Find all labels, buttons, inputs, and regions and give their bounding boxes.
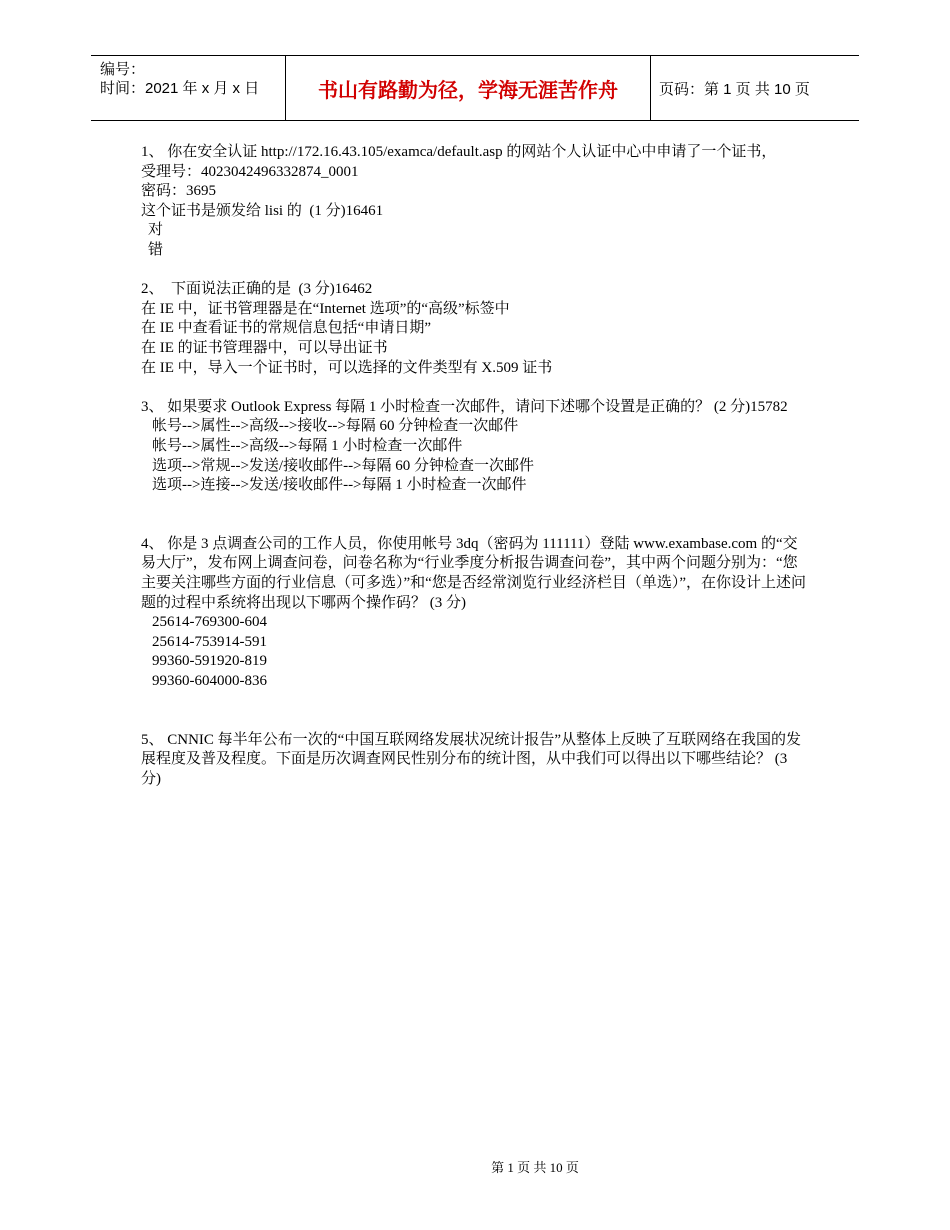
header-motto: 书山有路勤为径，学海无涯苦作舟 bbox=[286, 56, 651, 120]
question-4-option-c[interactable]: 99360-591920-819 bbox=[152, 653, 267, 670]
question-3-option-a[interactable]: 帐号-->属性-->高级-->接收-->每隔 60 分钟检查一次邮件 bbox=[152, 418, 519, 435]
question-1 bbox=[141, 143, 809, 261]
question-4-option-d[interactable]: 99360-604000-836 bbox=[152, 673, 267, 690]
question-3-prompt: 3、 如果要求 Outlook Express 每隔 1 小时检查一次邮件，请问下述哪个设置是正确的？ (2 分)15782 bbox=[141, 398, 788, 415]
question-1-option-true[interactable]: 对 bbox=[148, 222, 164, 239]
question-1-password: 密码：3695 bbox=[141, 183, 217, 200]
header-page-info: 页码：第 1 页 共 10 页 bbox=[659, 80, 810, 98]
question-2-statement-b[interactable]: 在 IE 中查看证书的常规信息包括“申请日期” bbox=[141, 320, 431, 337]
document-body bbox=[141, 143, 809, 790]
question-2-prompt: 2、 下面说法正确的是 (3 分)16462 bbox=[141, 281, 373, 298]
doc-number-label: 编号： bbox=[100, 61, 146, 78]
question-2-statement-c[interactable]: 在 IE 的证书管理器中，可以导出证书 bbox=[141, 339, 388, 356]
question-4-option-a[interactable]: 25614-769300-604 bbox=[152, 614, 267, 631]
question-3 bbox=[141, 398, 809, 496]
doc-time-label: 时间：2021 年 x 月 x 日 bbox=[100, 80, 260, 97]
question-1-statement: 这个证书是颁发给 lisi 的 (1 分)16461 bbox=[141, 202, 384, 219]
page-header bbox=[91, 55, 859, 121]
question-3-option-c[interactable]: 选项-->常规-->发送/接收邮件-->每隔 60 分钟检查一次邮件 bbox=[152, 457, 535, 474]
question-4-prompt: 4、 你是 3 点调查公司的工作人员，你使用帐号 3dq（密码为 111111）登陆 www.exambase.com 的“交易大厅”，发布网上调查问卷，问卷名称为“行业季度分析报告调查问卷”，其中两个问题分别为：“您主要关注哪些方面的行业信息（可多选）”和“您是否经常浏览行业经济栏目（单选）”，在你设计上述问题的过程中系统将出现以下哪两个操作码？ (3 分) bbox=[141, 535, 806, 611]
question-4 bbox=[141, 535, 809, 692]
question-2 bbox=[141, 280, 809, 378]
question-1-prompt: 1、 你在安全认证 http://172.16.43.105/examca/default.asp 的网站个人认证中心中申请了一个证书， bbox=[141, 144, 777, 160]
page-footer: 第 1 页 共 10 页 bbox=[491, 1160, 579, 1175]
question-5-prompt: 5、 CNNIC 每半年公布一次的“中国互联网络发展状况统计报告”从整体上反映了互联网络在我国的发展程度及普及程度。下面是历次调查网民性别分布的统计图，从中我们可以得出以下哪些结论？ (3 分) bbox=[141, 731, 801, 787]
question-2-statement-d[interactable]: 在 IE 中，导入一个证书时，可以选择的文件类型有 X.509 证书 bbox=[141, 359, 553, 376]
question-5 bbox=[141, 731, 809, 790]
header-meta bbox=[91, 56, 286, 120]
question-3-option-b[interactable]: 帐号-->属性-->高级-->每隔 1 小时检查一次邮件 bbox=[152, 437, 463, 454]
question-4-option-b[interactable]: 25614-753914-591 bbox=[152, 633, 267, 650]
question-1-receipt: 受理号：4023042496332874_0001 bbox=[141, 163, 359, 180]
question-3-option-d[interactable]: 选项-->连接-->发送/接收邮件-->每隔 1 小时检查一次邮件 bbox=[152, 477, 527, 494]
question-2-statement-a[interactable]: 在 IE 中，证书管理器是在“Internet 选项”的“高级”标签中 bbox=[141, 300, 510, 317]
question-1-option-false[interactable]: 错 bbox=[148, 241, 164, 258]
